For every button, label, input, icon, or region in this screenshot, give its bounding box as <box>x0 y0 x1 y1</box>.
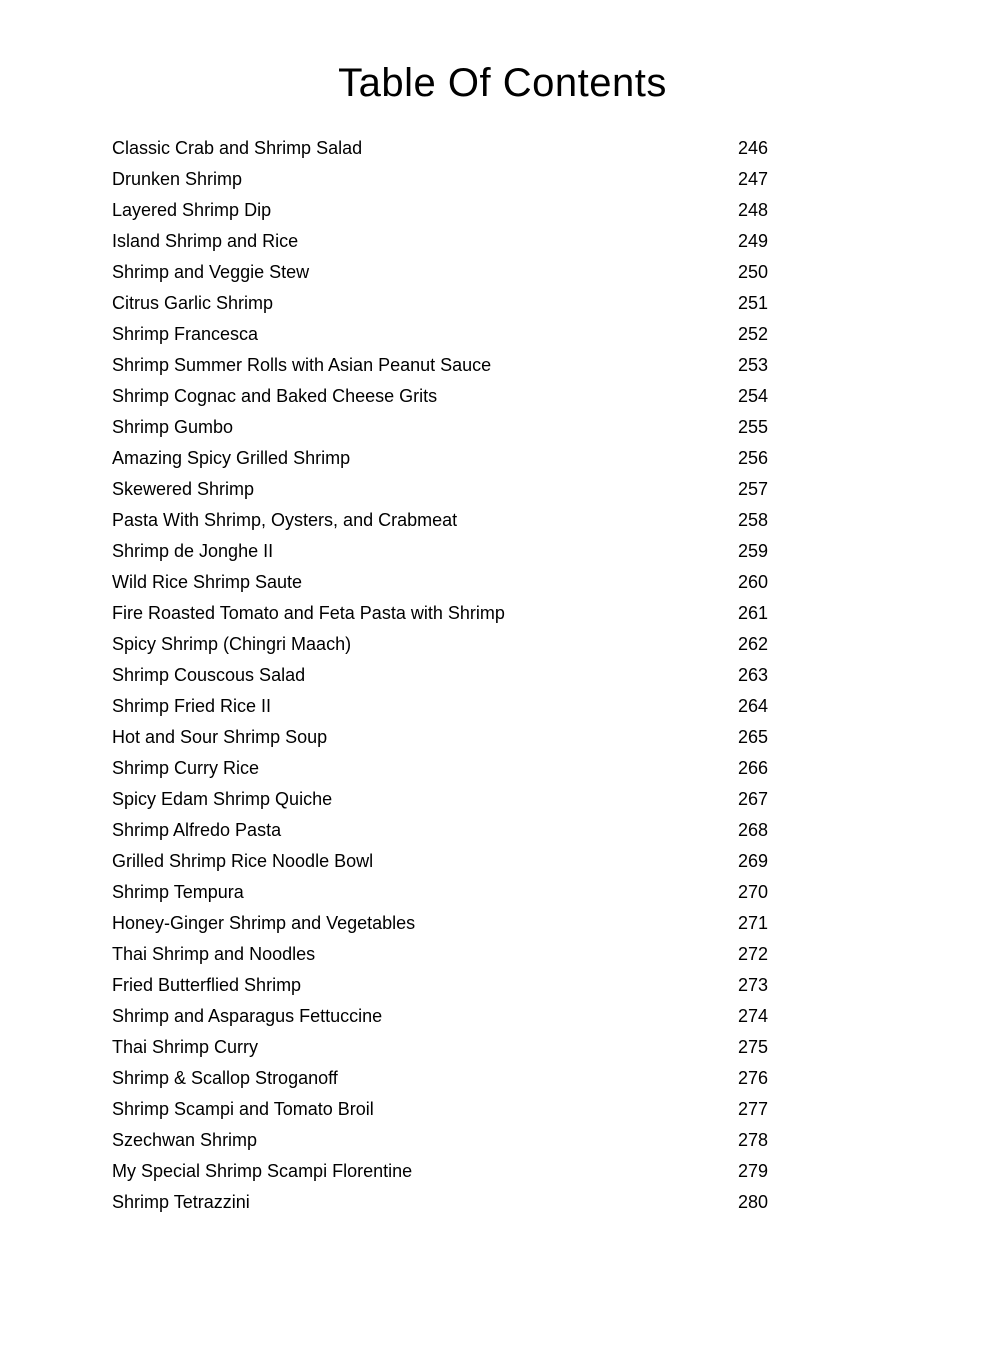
toc-entry-page-number: 278 <box>738 1130 769 1150</box>
toc-entry <box>112 257 905 288</box>
toc-entry-page-number: 257 <box>738 479 769 499</box>
toc-entry <box>112 505 905 536</box>
toc-entry <box>112 195 905 226</box>
toc-entry-title: Fried Butterflied Shrimp <box>112 975 302 995</box>
toc-entry <box>112 970 905 1001</box>
toc-entry-page-number: 258 <box>738 510 769 530</box>
toc-entry-title: Shrimp Scampi and Tomato Broil <box>112 1099 374 1119</box>
toc-entry <box>112 660 905 691</box>
toc-list <box>0 133 1005 1218</box>
toc-entry <box>112 722 905 753</box>
toc-entry-title: Shrimp Alfredo Pasta <box>112 820 282 840</box>
toc-entry <box>112 288 905 319</box>
toc-entry-page-number: 267 <box>738 789 769 809</box>
toc-entry-page-number: 266 <box>738 758 769 778</box>
toc-entry-title: Shrimp de Jonghe II <box>112 541 274 561</box>
toc-entry <box>112 1187 905 1218</box>
toc-entry-title: Shrimp Couscous Salad <box>112 665 306 685</box>
toc-entry-title: Thai Shrimp and Noodles <box>112 944 316 964</box>
toc-entry <box>112 784 905 815</box>
toc-entry-page-number: 249 <box>738 231 769 251</box>
toc-entry <box>112 1032 905 1063</box>
toc-entry-page-number: 272 <box>738 944 769 964</box>
toc-entry-title: Drunken Shrimp <box>112 169 243 189</box>
toc-entry-title: Shrimp Fried Rice II <box>112 696 272 716</box>
toc-entry <box>112 567 905 598</box>
toc-entry-title: Spicy Shrimp (Chingri Maach) <box>112 634 352 654</box>
toc-entry-page-number: 274 <box>738 1006 769 1026</box>
toc-entry-page-number: 255 <box>738 417 769 437</box>
toc-entry-title: Fire Roasted Tomato and Feta Pasta with Shrimp <box>112 603 505 623</box>
toc-entry <box>112 350 905 381</box>
toc-entry-title: Shrimp & Scallop Stroganoff <box>112 1068 338 1088</box>
toc-entry <box>112 319 905 350</box>
toc-entry <box>112 877 905 908</box>
toc-entry-page-number: 263 <box>738 665 769 685</box>
toc-entry-page-number: 248 <box>738 200 769 220</box>
toc-entry-title: Wild Rice Shrimp Saute <box>112 572 303 592</box>
toc-entry <box>112 164 905 195</box>
toc-entry <box>112 908 905 939</box>
toc-entry <box>112 1094 905 1125</box>
toc-entry <box>112 1063 905 1094</box>
toc-entry <box>112 815 905 846</box>
toc-entry-title: Shrimp Summer Rolls with Asian Peanut Sauce <box>112 355 492 375</box>
toc-entry-title: Citrus Garlic Shrimp <box>112 293 274 313</box>
toc-entry <box>112 443 905 474</box>
toc-entry-title: Shrimp and Asparagus Fettuccine <box>112 1006 383 1026</box>
toc-entry-title: Hot and Sour Shrimp Soup <box>112 727 328 747</box>
toc-entry <box>112 846 905 877</box>
toc-entry-page-number: 252 <box>738 324 769 344</box>
toc-entry-title: Layered Shrimp Dip <box>112 200 272 220</box>
toc-entry <box>112 412 905 443</box>
toc-entry <box>112 753 905 784</box>
toc-entry-title: My Special Shrimp Scampi Florentine <box>112 1161 413 1181</box>
toc-entry-page-number: 251 <box>738 293 769 313</box>
toc-entry-page-number: 254 <box>738 386 769 406</box>
toc-entry-page-number: 277 <box>738 1099 769 1119</box>
toc-entry-title: Shrimp Cognac and Baked Cheese Grits <box>112 386 438 406</box>
toc-entry-page-number: 264 <box>738 696 769 716</box>
toc-entry-title: Shrimp Tempura <box>112 882 244 902</box>
toc-entry <box>112 536 905 567</box>
toc-entry-title: Shrimp and Veggie Stew <box>112 262 310 282</box>
toc-entry-page-number: 261 <box>738 603 769 623</box>
toc-entry-page-number: 271 <box>738 913 769 933</box>
toc-entry <box>112 133 905 164</box>
toc-entry-page-number: 276 <box>738 1068 769 1088</box>
toc-entry-page-number: 275 <box>738 1037 769 1057</box>
toc-entry-title: Shrimp Curry Rice <box>112 758 260 778</box>
toc-entry-page-number: 247 <box>738 169 769 189</box>
toc-entry-page-number: 250 <box>738 262 769 282</box>
toc-entry <box>112 1156 905 1187</box>
toc-entry-page-number: 260 <box>738 572 769 592</box>
toc-entry-page-number: 259 <box>738 541 769 561</box>
toc-entry-title: Island Shrimp and Rice <box>112 231 299 251</box>
toc-entry-page-number: 253 <box>738 355 769 375</box>
toc-entry-page-number: 279 <box>738 1161 769 1181</box>
toc-entry-page-number: 268 <box>738 820 769 840</box>
toc-entry <box>112 939 905 970</box>
toc-entry-title: Shrimp Gumbo <box>112 417 234 437</box>
toc-entry-page-number: 280 <box>738 1192 769 1212</box>
toc-entry <box>112 598 905 629</box>
toc-entry <box>112 629 905 660</box>
toc-entry-page-number: 265 <box>738 727 769 747</box>
toc-entry-page-number: 270 <box>738 882 769 902</box>
toc-entry <box>112 226 905 257</box>
toc-entry-title: Amazing Spicy Grilled Shrimp <box>112 448 351 468</box>
toc-entry-title: Honey-Ginger Shrimp and Vegetables <box>112 913 416 933</box>
toc-entry-page-number: 246 <box>738 138 769 158</box>
toc-entry <box>112 1125 905 1156</box>
document-page <box>0 61 1005 1362</box>
toc-entry-title: Pasta With Shrimp, Oysters, and Crabmeat <box>112 510 458 530</box>
toc-entry-title: Spicy Edam Shrimp Quiche <box>112 789 333 809</box>
toc-entry-title: Skewered Shrimp <box>112 479 255 499</box>
toc-entry <box>112 381 905 412</box>
toc-entry <box>112 474 905 505</box>
toc-entry-title: Thai Shrimp Curry <box>112 1037 259 1057</box>
toc-entry-page-number: 273 <box>738 975 769 995</box>
toc-entry-page-number: 256 <box>738 448 769 468</box>
toc-entry-title: Szechwan Shrimp <box>112 1130 258 1150</box>
toc-entry-title: Shrimp Francesca <box>112 324 259 344</box>
toc-entry <box>112 1001 905 1032</box>
toc-entry-page-number: 269 <box>738 851 769 871</box>
toc-entry <box>112 691 905 722</box>
toc-entry-page-number: 262 <box>738 634 769 654</box>
page-title: Table Of Contents <box>338 61 667 105</box>
toc-entry-title: Shrimp Tetrazzini <box>112 1192 250 1212</box>
toc-entry-title: Classic Crab and Shrimp Salad <box>112 138 363 158</box>
toc-entry-title: Grilled Shrimp Rice Noodle Bowl <box>112 851 374 871</box>
